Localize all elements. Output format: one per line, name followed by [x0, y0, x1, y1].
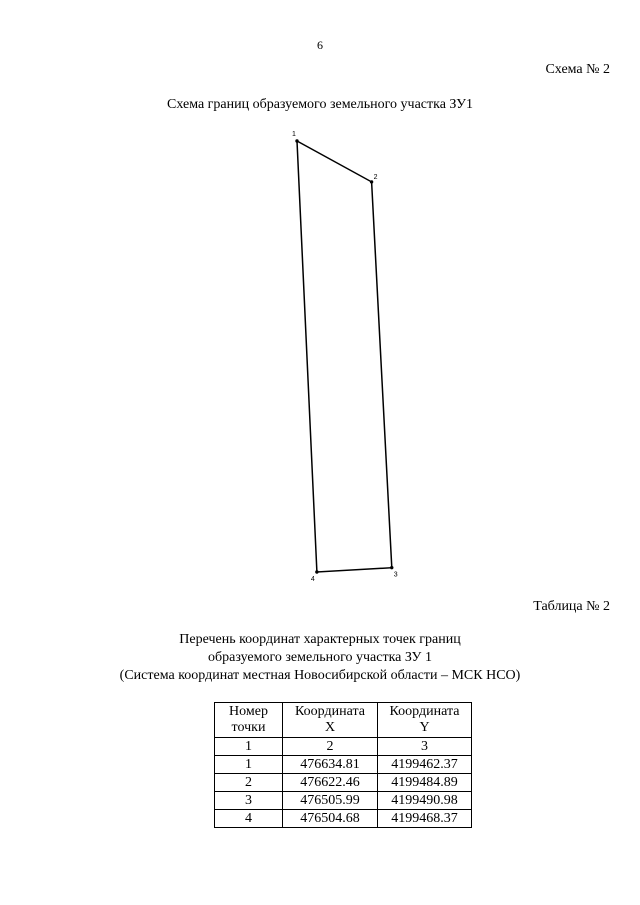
table-header-row — [215, 703, 472, 738]
cell-point: 4 — [215, 810, 283, 828]
vertex-label: 1 — [292, 131, 296, 138]
header-coordinate-x: Координата X — [283, 703, 378, 738]
cell-x: 476504.68 — [283, 810, 378, 828]
column-number-row — [215, 738, 472, 756]
cell-y: 4199462.37 — [378, 756, 472, 774]
table-number: Таблица № 2 — [533, 599, 610, 614]
header-point-number: Номер точки — [215, 703, 283, 738]
page-number: 6 — [317, 38, 323, 52]
vertex-point — [315, 570, 318, 573]
table-row — [215, 756, 472, 774]
cell-x: 476622.46 — [283, 774, 378, 792]
table-row — [215, 792, 472, 810]
table-caption — [0, 631, 640, 685]
vertex-point — [295, 139, 298, 142]
caption-line-2: образуемого земельного участка ЗУ 1 — [208, 650, 432, 665]
table-row — [215, 774, 472, 792]
caption-line-3: (Система координат местная Новосибирской области – МСК НСО) — [119, 668, 521, 683]
vertex-label: 2 — [373, 173, 378, 181]
cell-y: 4199468.37 — [378, 810, 472, 828]
cell-y: 4199484.89 — [378, 774, 472, 792]
cell-y: 4199490.98 — [378, 792, 472, 810]
column-number: 3 — [378, 738, 472, 756]
vertex-label: 3 — [393, 571, 398, 579]
cell-point: 2 — [215, 774, 283, 792]
vertex-label: 4 — [310, 576, 315, 583]
header-coordinate-y: Координата Y — [378, 703, 472, 738]
coordinates-table — [214, 702, 472, 828]
cell-point: 1 — [215, 756, 283, 774]
parcel-vertices — [292, 131, 398, 583]
schema-title: Схема границ образуемого земельного участка ЗУ1 — [166, 97, 473, 112]
parcel-boundary — [297, 141, 392, 572]
table-row — [215, 810, 472, 828]
schema-number: Схема № 2 — [545, 62, 610, 77]
column-number: 2 — [283, 738, 378, 756]
caption-line-1: Перечень координат характерных точек границ — [179, 632, 461, 647]
cell-point: 3 — [215, 792, 283, 810]
cell-x: 476634.81 — [283, 756, 378, 774]
cell-x: 476505.99 — [283, 792, 378, 810]
vertex-point — [390, 566, 393, 569]
column-number: 1 — [215, 738, 283, 756]
